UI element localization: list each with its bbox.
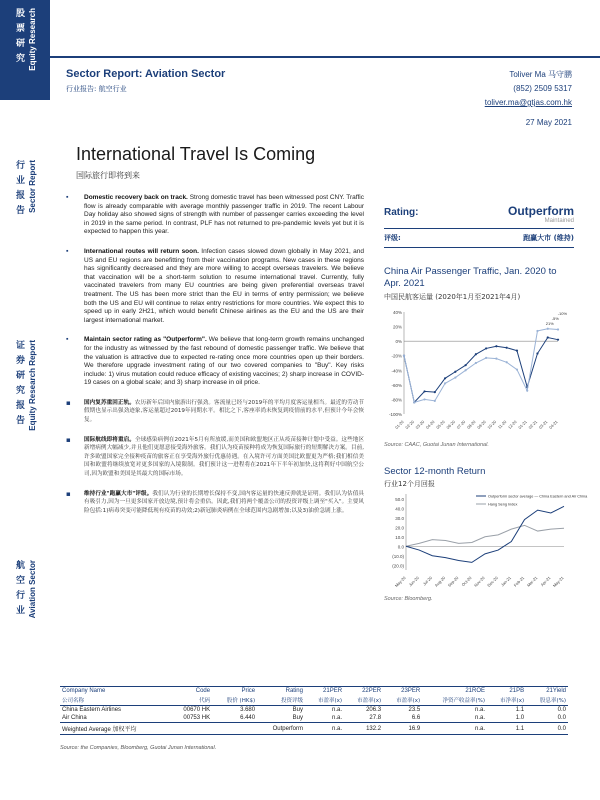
- bullet-body: Infection cases slowed down globally in May 2021, and US and EU regions are benefitting from their vaccination programs. New cases in these regions has significantly decreased and they are more willing to accept overseas travelers. We believe that vaccination will be a short-term solution to resume international travel. Currently, fully vaccinated travelers from many EU countries are being given preferential overseas travel treatment. The US has been more strict than the EU in terms of entry permission; we believe both the US and EU will continue to relax entry restrictions for more countries. We expect this to speed up in early 2H21, which would benefit Chinese airlines as the EU and the US are their largest international market.: [84, 247, 364, 324]
- sidebar-section-cn: 证券研究报告: [14, 340, 24, 430]
- sidebar: [0, 0, 50, 800]
- table-cell: 23.5: [408, 707, 421, 713]
- bullet-body: Strong domestic travel has been witnessed post CNY. Traffic flow is already comparable with average monthly passenger traffic in 2019. The recent Labour Day holiday also showed signs of strength with number of passenger carries exceeding the level in 2019 in the same period. In contrast, PLF has not returned to pre-pandemic levels yet but it is expected to happen this year.: [84, 194, 364, 236]
- data-point: [434, 400, 436, 402]
- table-cell: Weighted Average 加权平均: [60, 723, 169, 735]
- data-point: [506, 361, 508, 363]
- data-point: [506, 347, 508, 349]
- x-tick-label: 03-20: [414, 419, 426, 430]
- data-point: [413, 401, 415, 403]
- data-point: [485, 357, 487, 359]
- y-tick-label: 10.0: [395, 534, 404, 540]
- bullet-domestic-recovery: [66, 194, 364, 237]
- report-date: 27 May 2021: [525, 118, 572, 127]
- table-cell: 132.2: [344, 723, 383, 735]
- data-point: [403, 355, 405, 357]
- bullet-body: We believe that long-term growth remains unchanged for the industry as witnessed by the fast rebound of domestic passenger traffic. We believe that the valuation is attractive due to expected re-rating once more countries open up their borders. We therefore upgrade investment rating of our two covered companies to "Buy". Key risks include: 1) virus mutation could reduce efficacy of existing vaccines; 2) sharp increase in COVID-19 cases on a global scale; and 3) sharp increase in oil price.: [84, 336, 365, 387]
- table-header-row: [60, 687, 568, 696]
- table-header-row-cn: [60, 695, 568, 706]
- table-cell: Air China: [62, 715, 87, 721]
- analyst-info: [485, 68, 572, 130]
- table-cell: [169, 723, 212, 735]
- x-tick-label: 05-20: [435, 419, 446, 430]
- rating-label-cn: 评级:: [384, 234, 401, 242]
- rating-label: Rating:: [384, 207, 419, 218]
- data-label: -5%: [551, 315, 559, 321]
- data-point: [454, 371, 456, 373]
- series-line: [406, 506, 564, 562]
- data-point: [475, 353, 477, 355]
- sidebar-section-equity-research: [0, 0, 50, 100]
- col-header-cn: 投资评级: [257, 695, 305, 706]
- x-tick-label: Feb-21: [512, 575, 526, 588]
- data-point: [547, 328, 549, 330]
- table-cell: 0.0: [557, 707, 566, 713]
- report-title: International Travel Is Coming: [76, 144, 316, 164]
- x-tick-label: Jan-21: [499, 575, 513, 588]
- table-cell: 00753 HK: [183, 715, 211, 721]
- legend-label: Hang Seng Index: [488, 502, 518, 507]
- col-header: 21PER: [305, 687, 344, 696]
- legend-label: Outperform sector average — China Eastern and Air China: [488, 494, 588, 499]
- chart2-title-cn: 行业12个月回报: [384, 480, 435, 488]
- sidebar-section-cn: 股票研究: [14, 8, 24, 68]
- table-cell: 1.1: [515, 707, 525, 713]
- x-tick-label: 11-20: [496, 419, 508, 430]
- x-tick-label: 04-21: [547, 419, 559, 430]
- x-tick-label: 01-20: [393, 419, 405, 430]
- sidebar-section-en: Sector Report: [28, 160, 37, 213]
- y-tick-label: 0.0: [397, 544, 404, 550]
- y-tick-label: 40%: [392, 310, 402, 315]
- col-header: 23PER: [383, 687, 422, 696]
- bullet-international-routes-cn: [66, 436, 364, 479]
- y-tick-label: 30.0: [395, 515, 404, 521]
- table-cell: 3.680: [240, 707, 256, 713]
- table-cell: 16.9: [383, 723, 422, 735]
- col-header: 21ROE: [422, 687, 487, 696]
- x-tick-label: 02-21: [527, 419, 539, 430]
- analyst-name: Toliver Ma 马守鹏: [509, 70, 572, 79]
- table-row-weighted-average: [60, 723, 568, 735]
- bullet-international-routes: [66, 248, 364, 325]
- table-row: [60, 706, 568, 715]
- table-cell: n.a.: [475, 715, 486, 721]
- y-tick-label: 0%: [395, 339, 402, 345]
- table-cell: n.a.: [332, 715, 343, 721]
- col-header-cn: 股息率(%): [526, 695, 568, 706]
- series-line: [406, 525, 564, 546]
- y-tick-label: (20.0): [392, 563, 404, 569]
- data-label: -10%: [557, 310, 568, 316]
- x-tick-label: 01-21: [517, 419, 528, 430]
- x-tick-label: Jun-20: [407, 575, 420, 588]
- table-cell: n.a.: [305, 723, 344, 735]
- table-source: Source: the Companies, Bloomberg, Guotai Junan International.: [60, 745, 217, 751]
- col-header-cn: 公司名称: [60, 695, 169, 706]
- bullet-head: 国内复苏重回正轨。: [84, 399, 135, 406]
- x-tick-label: 12-20: [506, 419, 518, 430]
- x-tick-label: 03-21: [537, 419, 549, 430]
- rating-row-cn: [384, 229, 574, 248]
- table-cell: n.a.: [422, 723, 487, 735]
- table-cell: Buy: [292, 707, 303, 713]
- data-point: [444, 382, 446, 384]
- data-point: [495, 345, 497, 347]
- y-tick-label: 20%: [392, 324, 402, 330]
- col-header-cn: 市净率(x): [487, 695, 526, 706]
- data-label: 21%: [545, 320, 554, 326]
- data-point: [434, 391, 436, 393]
- bullet-head: 维持行业"跑赢大市"评级。: [84, 490, 153, 497]
- header-rule: [50, 56, 600, 58]
- col-header: Rating: [257, 687, 305, 696]
- col-header-cn: 市盈率(x): [383, 695, 422, 706]
- x-tick-label: Dec-20: [486, 575, 499, 588]
- data-point: [547, 336, 549, 338]
- table-row: [60, 714, 568, 723]
- report-type-title: Sector Report: Aviation Sector: [66, 68, 226, 80]
- table-cell: n.a.: [332, 707, 343, 713]
- rating-note: Maintained: [544, 218, 574, 224]
- chart1-source: Source: CAAC, Guotai Junan International.: [384, 442, 489, 448]
- col-header: Company Name: [60, 687, 169, 696]
- table-cell: 6.440: [240, 715, 256, 721]
- table-cell: [212, 723, 257, 735]
- data-point: [557, 339, 559, 341]
- data-point: [475, 362, 477, 364]
- analyst-email-link[interactable]: toliver.ma@gtjas.com.hk: [484, 98, 572, 107]
- data-point: [465, 364, 467, 366]
- valuation-table: [60, 686, 568, 735]
- col-header-cn: 市盈率(x): [305, 695, 344, 706]
- x-tick-label: May-20: [393, 575, 407, 589]
- data-point: [423, 398, 425, 400]
- col-header: Price: [212, 687, 257, 696]
- sidebar-section-cn: 航空行业: [14, 560, 24, 620]
- col-header: 21Yield: [526, 687, 568, 696]
- data-point: [536, 352, 538, 354]
- col-header: 21PB: [487, 687, 526, 696]
- chart1-title: China Air Passenger Traffic, Jan. 2020 to Apr. 2021: [384, 266, 557, 289]
- x-tick-label: May-21: [551, 575, 565, 589]
- col-header-cn: 股价 (HK$): [212, 695, 257, 706]
- data-point: [526, 390, 528, 392]
- x-tick-label: Jul-20: [421, 575, 434, 587]
- table-cell: 00670 HK: [183, 707, 211, 713]
- col-header-cn: 市盈率(x): [344, 695, 383, 706]
- sidebar-section-en: Aviation Sector: [28, 560, 37, 619]
- y-tick-label: 20.0: [395, 525, 404, 531]
- y-tick-label: 40.0: [395, 506, 404, 512]
- passenger-traffic-chart: [380, 302, 570, 442]
- report-title-cn: 国际旅行即将到来: [76, 171, 140, 180]
- data-point: [516, 350, 518, 352]
- y-tick-label: 50.0: [395, 496, 404, 502]
- sector-return-chart: [380, 488, 588, 593]
- data-point: [444, 377, 446, 379]
- bullet-domestic-recovery-cn: [66, 399, 364, 425]
- x-tick-label: Mar-21: [525, 575, 539, 588]
- table-cell: 0.0: [526, 723, 568, 735]
- x-tick-label: 06-20: [445, 419, 457, 430]
- col-header: 22PER: [344, 687, 383, 696]
- data-point: [557, 328, 559, 330]
- bullet-head: 国际航线即将重启。: [84, 436, 135, 443]
- bullet-maintain-rating-cn: [66, 490, 364, 516]
- bullet-body: 农历新年后国内旅游出行强劲。客流量已经与2019年的平均月度客运量相当。最近的劳动节假期也显示出强劲迹象,客运量超过2019年同期水平。相比之下,客座率尚未恢复到疫情前的水平,但预计今年会恢复。: [84, 399, 364, 424]
- data-point: [465, 369, 467, 371]
- table-cell: 6.6: [411, 715, 421, 721]
- x-tick-label: 02-20: [404, 419, 415, 430]
- x-tick-label: 04-20: [424, 419, 436, 430]
- rating-value: [508, 204, 574, 224]
- chart2-title: Sector 12-month Return: [384, 466, 486, 477]
- y-tick-label: -100%: [388, 412, 402, 417]
- y-tick-label: (10.0): [392, 553, 404, 559]
- table-cell: 1.0: [515, 715, 525, 721]
- table-cell: 206.3: [366, 707, 382, 713]
- x-tick-label: 08-20: [465, 419, 477, 430]
- sidebar-section-en: Equity Research: [28, 8, 37, 71]
- chart2-source: Source: Bloomberg.: [384, 596, 433, 602]
- sidebar-section-aviation-sector: [0, 560, 50, 650]
- sidebar-section-cn: 行业报告: [14, 160, 24, 220]
- bullet-maintain-rating: [66, 336, 364, 388]
- col-header: Code: [169, 687, 212, 696]
- y-tick-label: -60%: [391, 382, 402, 388]
- rating-value-text: Outperform: [508, 204, 574, 218]
- rating-value-cn: 跑赢大市 (维持): [523, 234, 574, 242]
- bullet-head: Domestic recovery back on track.: [84, 194, 188, 201]
- data-point: [516, 368, 518, 370]
- x-tick-label: Nov-20: [473, 575, 486, 588]
- table-cell: n.a.: [475, 707, 486, 713]
- col-header-cn: 净资产收益率(%): [422, 695, 487, 706]
- x-tick-label: 10-20: [486, 419, 498, 430]
- y-tick-label: -80%: [391, 397, 402, 403]
- x-tick-label: 09-20: [476, 419, 487, 430]
- y-tick-label: -40%: [391, 368, 402, 374]
- summary-bullets: [66, 194, 364, 526]
- x-tick-label: 07-20: [455, 419, 467, 430]
- y-tick-label: -20%: [391, 353, 402, 359]
- sidebar-section-sector-report: [0, 160, 50, 250]
- bullet-body: 全球感染病例在2021年5月有所放缓,而美国和欧盟地区正从疫苗接种计划中受益。这些地区新增病例大幅减少,并且他们更愿意接受海外旅客。我们认为疫苗接种将成为恢复国际旅行的短期解决方案。目前,许多欧盟国家完全接种疫苗的旅客正在享受海外旅行优惠待遇。在入境许可方面美国比欧盟更为严格;我们相信美国和欧盟将继续放宽对更多国家的入境限制。我们预计这一进程将在2021年下半年初加快,这将利好中国航空公司,因为欧盟和美国是其最大的国际市场。: [84, 436, 364, 478]
- table-cell: 27.8: [369, 715, 382, 721]
- data-point: [423, 390, 425, 392]
- data-point: [495, 358, 497, 360]
- x-tick-label: Aug-20: [433, 575, 447, 588]
- bullet-head: Maintain sector rating as "Outperform".: [84, 336, 207, 344]
- chart1-title-cn: 中国民航客运量 (2020年1月至2021年4月): [384, 293, 521, 301]
- x-tick-label: Apr-21: [539, 575, 552, 588]
- data-point: [536, 330, 538, 332]
- x-tick-label: Oct-20: [460, 575, 473, 588]
- table-cell: 0.0: [557, 715, 566, 721]
- rating-row-en: [384, 200, 574, 229]
- table-cell: Outperform: [257, 723, 305, 735]
- report-type-subtitle-cn: 行业报告: 航空行业: [66, 85, 127, 93]
- bullet-body: 我们认为行业的长期增长保持不变,国内客运量的快速反弹就是证明。我们认为估值具有吸引力,因为一旦更多国家开放边境,预计将会重估。因此,我们将两个覆盖公司的投资评级上调至"买入"。主要风险包括:1)病毒突变可能降低现有疫苗的功效;2)新冠肺炎病例在全球范围内急剧增加;以及3)油价急剧上涨。: [84, 490, 364, 514]
- sidebar-section-en: Equity Research Report: [28, 340, 37, 431]
- rating-box: [384, 200, 574, 248]
- bullet-head: International routes will return soon.: [84, 247, 199, 255]
- x-tick-label: Sep-20: [446, 575, 460, 588]
- table-cell: China Eastern Airlines: [62, 707, 122, 713]
- sidebar-section-equity-research-report: [0, 340, 50, 460]
- table-cell: 1.1: [487, 723, 526, 735]
- data-point: [454, 376, 456, 378]
- analyst-phone: (852) 2509 5317: [513, 84, 572, 93]
- table-cell: Buy: [292, 715, 303, 721]
- data-point: [485, 347, 487, 349]
- col-header-cn: 代码: [169, 695, 212, 706]
